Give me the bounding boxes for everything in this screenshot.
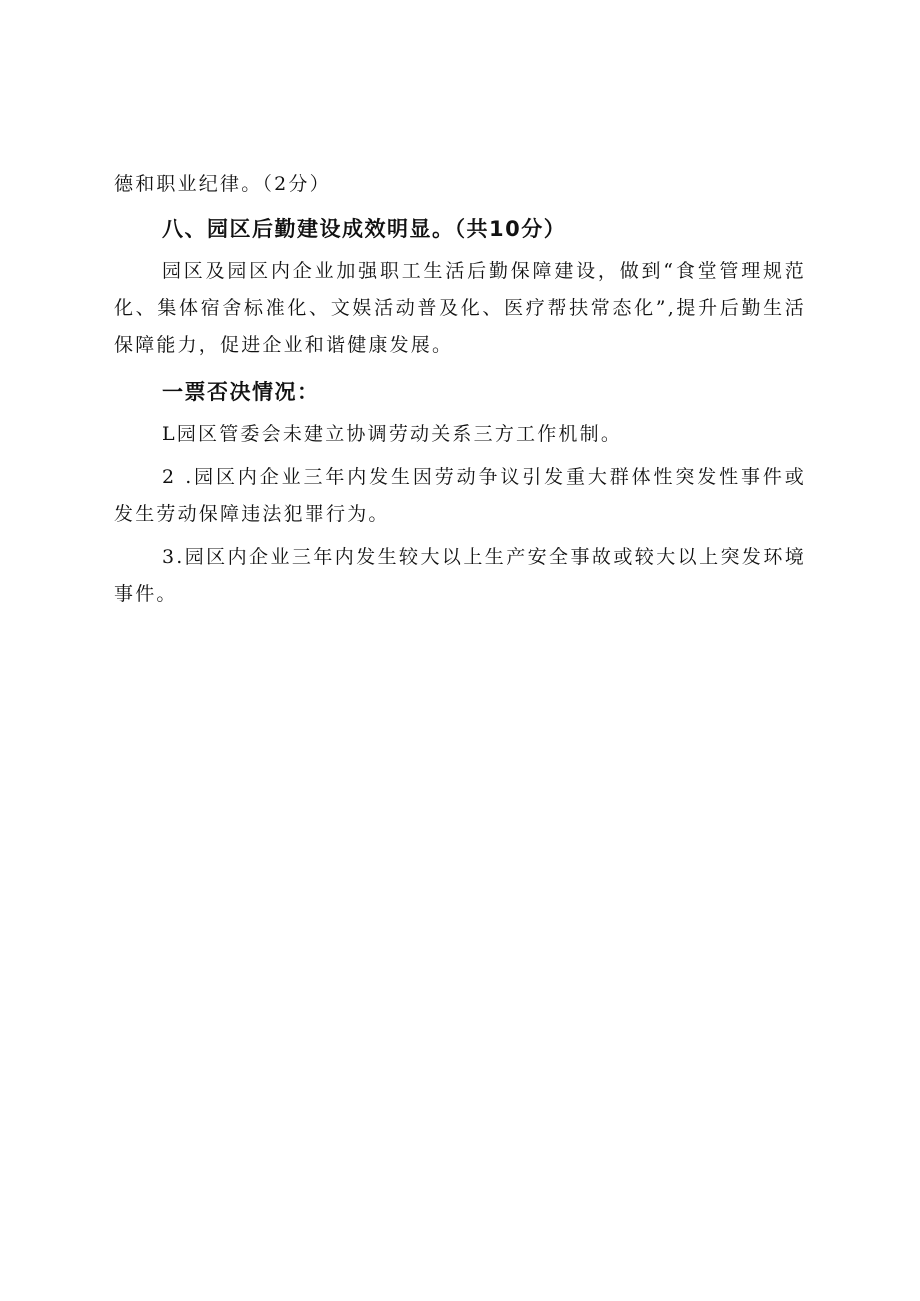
veto-heading: 一票否决情况： bbox=[162, 380, 320, 404]
section-8-heading: 八、园区后勤建设成效明显。（共10分） bbox=[162, 217, 567, 241]
continuation-text: 德和职业纪律。（2分） bbox=[114, 173, 331, 195]
veto-item-1: L园区管委会未建立协调劳动关系三方工作机制。 bbox=[162, 423, 623, 445]
document-body bbox=[114, 166, 806, 613]
veto-item-2: 2 .园区内企业三年内发生因劳动争议引发重大群体性突发性事件或发生劳动保障违法犯罪行为。 bbox=[114, 466, 806, 525]
section-8-body: 园区及园区内企业加强职工生活后勤保障建设，做到“食堂管理规范化、集体宿舍标准化、文娱活动普及化、医疗帮扶常态化”,提升后勤生活保障能力，促进企业和谐健康发展。 bbox=[114, 260, 806, 356]
veto-item-3: 3.园区内企业三年内发生较大以上生产安全事故或较大以上突发环境事件。 bbox=[114, 546, 806, 605]
